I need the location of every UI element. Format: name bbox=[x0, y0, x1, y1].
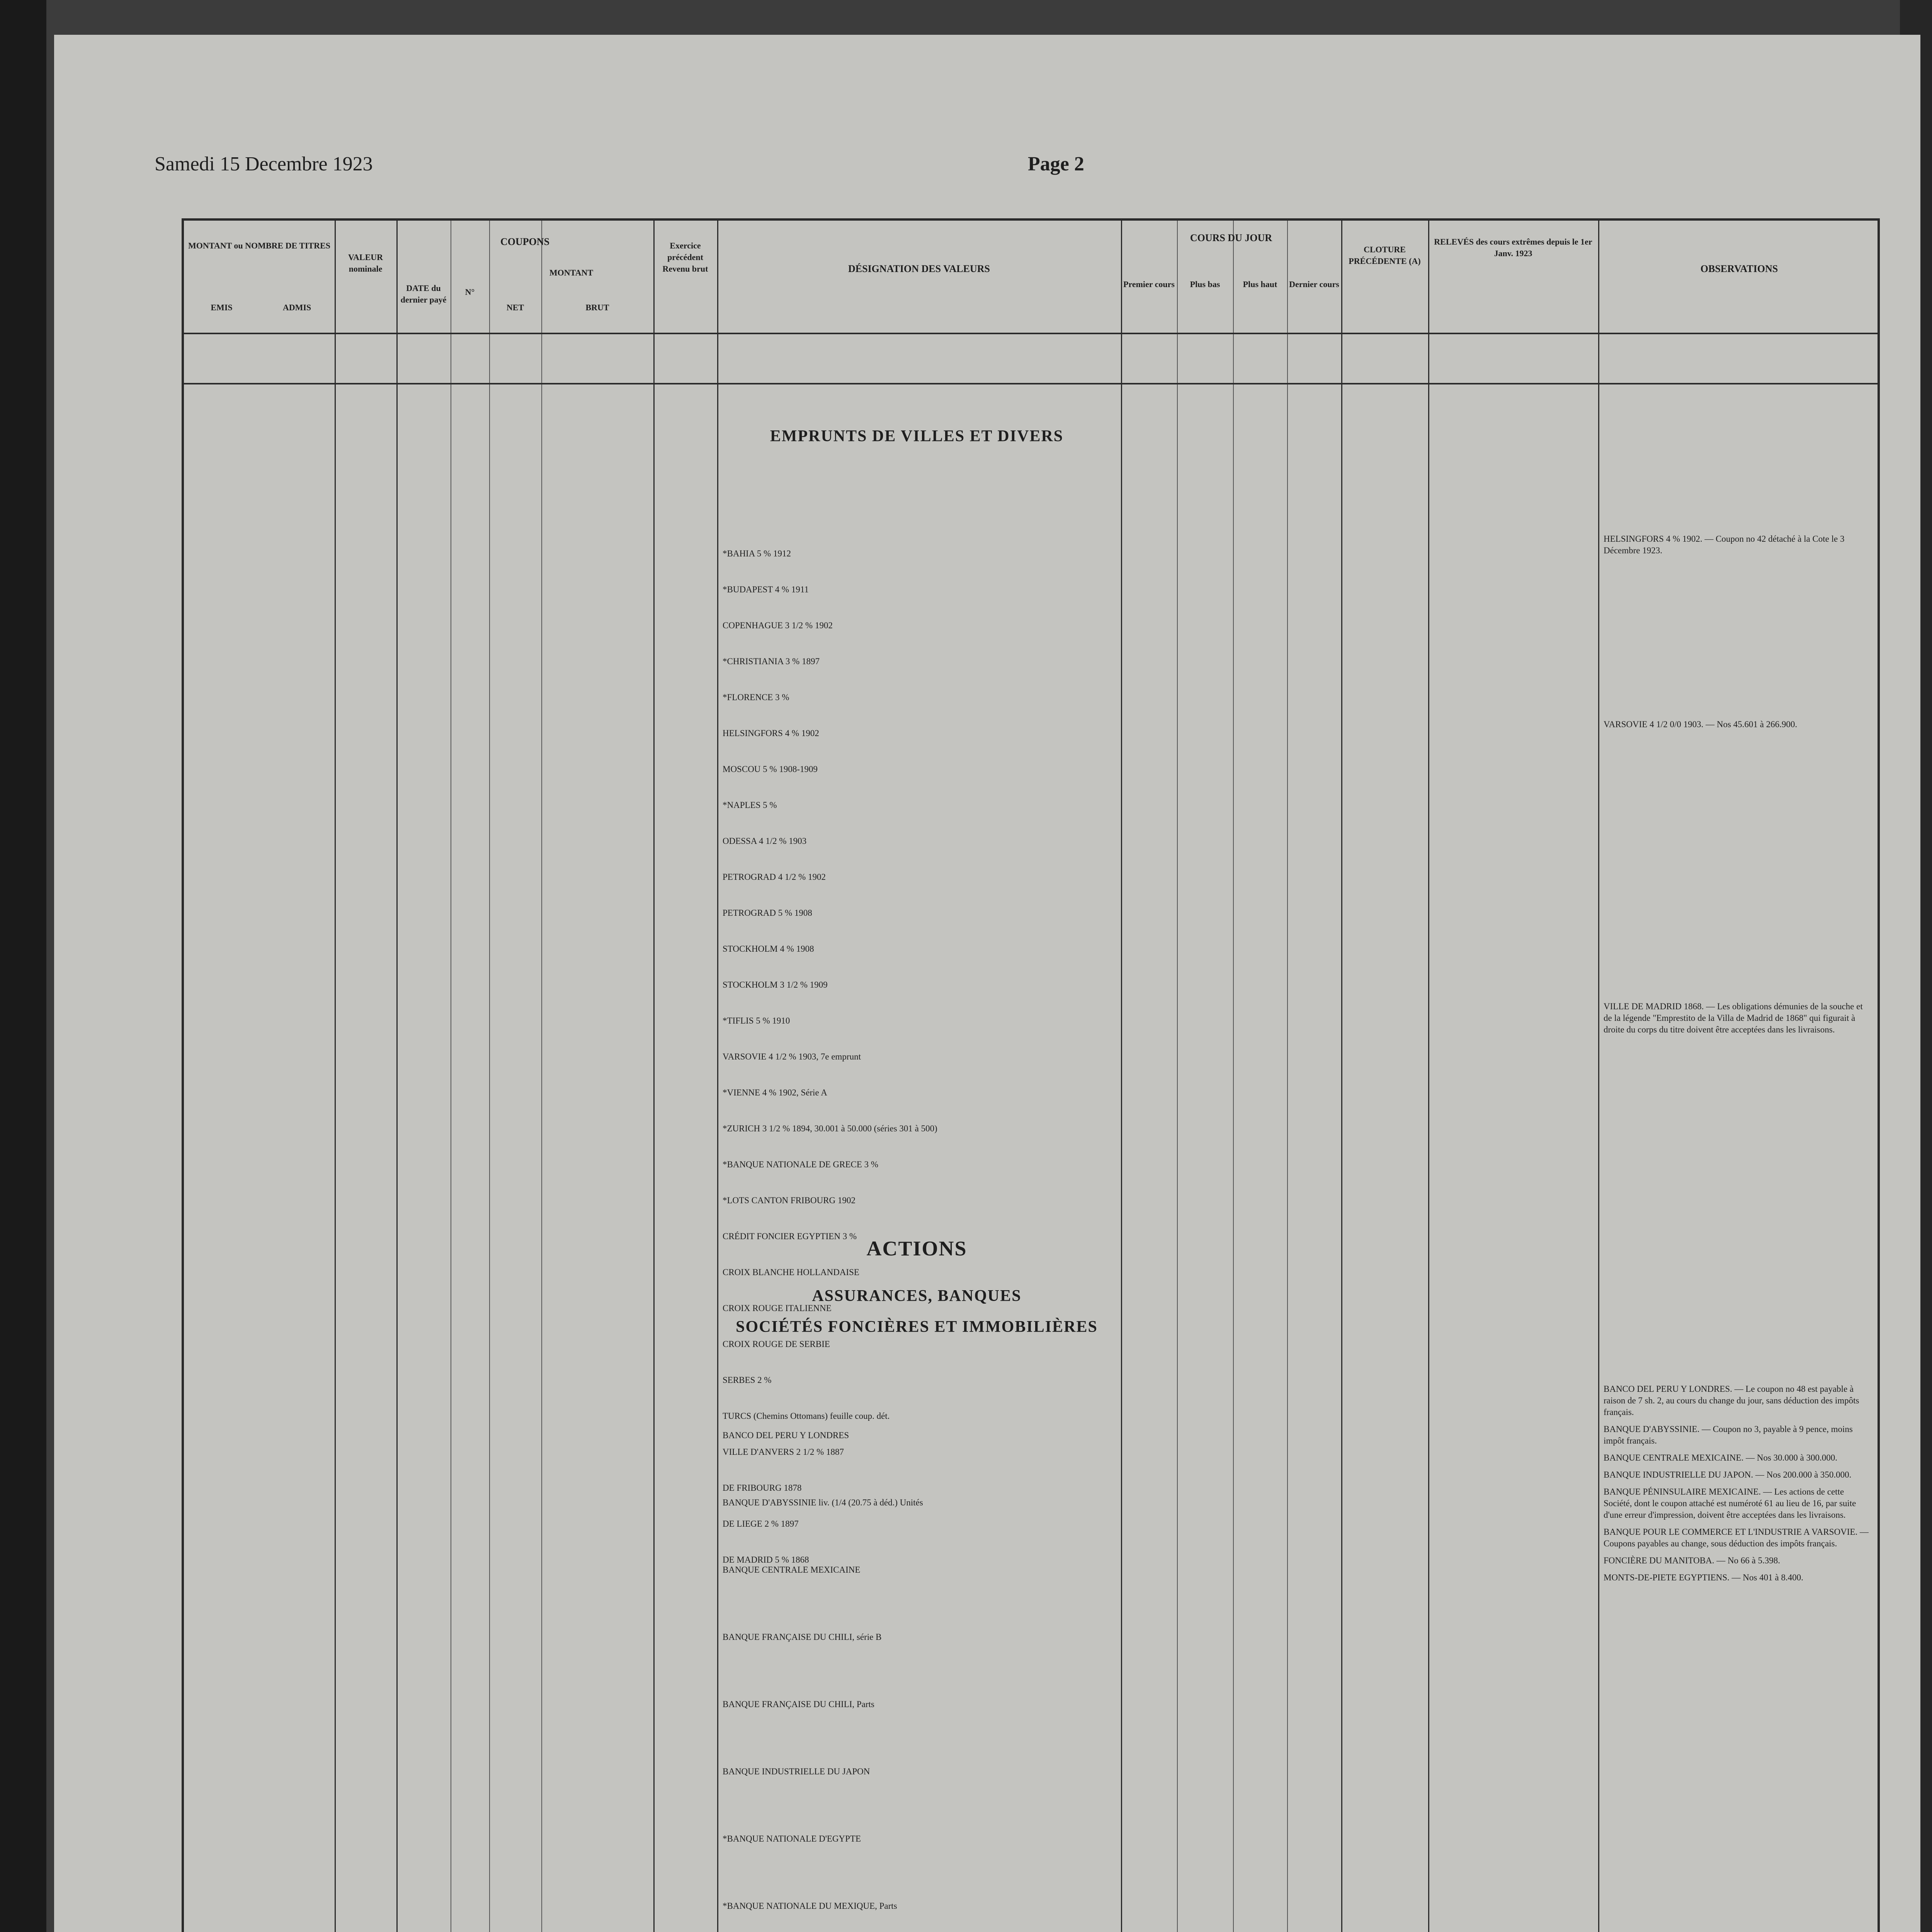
hdr-cloture: CLOTURE PRÉCÉDENTE (A) bbox=[1349, 245, 1421, 266]
table-row: *BANQUE NATIONALE D'EGYPTE bbox=[723, 1834, 861, 1844]
hdr-net: NET bbox=[506, 303, 524, 312]
observation-note: BANQUE POUR LE COMMERCE ET L'INDUSTRIE A VARSOVIE. — Coupons payables au change, sous déduction des impôts français. bbox=[1604, 1527, 1869, 1548]
table-row: BANCO DEL PERU Y LONDRES bbox=[723, 1430, 849, 1440]
hdr-emis: EMIS bbox=[211, 303, 233, 312]
hdr-observations: OBSERVATIONS bbox=[1700, 263, 1778, 274]
col-divider bbox=[1233, 221, 1234, 1932]
col-divider bbox=[489, 221, 490, 1932]
col-divider bbox=[396, 221, 398, 1932]
table-row: BANQUE CENTRALE MEXICAINE bbox=[723, 1565, 861, 1575]
table-row: SERBES 2 % bbox=[723, 1375, 772, 1385]
table-row: *BANQUE NATIONALE DU MEXIQUE, Parts bbox=[723, 1901, 897, 1911]
hdr-cours-du-jour: COURS DU JOUR bbox=[1190, 232, 1272, 243]
col-divider bbox=[653, 221, 655, 1932]
hdr-montant: MONTANT bbox=[549, 268, 594, 277]
table-row: STOCKHOLM 4 % 1908 bbox=[723, 944, 814, 954]
observations-emprunts bbox=[1604, 533, 1870, 1041]
table-row: *BANQUE NATIONALE DE GRECE 3 % bbox=[723, 1160, 879, 1169]
hdr-plus-haut: Plus haut bbox=[1243, 279, 1277, 289]
col-divider bbox=[1428, 221, 1429, 1932]
hdr-brut: BRUT bbox=[585, 303, 609, 312]
section-assurances-line1: ASSURANCES, BANQUES bbox=[812, 1287, 1022, 1305]
col-divider bbox=[1177, 221, 1178, 1932]
col-divider bbox=[1598, 221, 1599, 1932]
table-row: VARSOVIE 4 1/2 % 1903, 7e emprunt bbox=[723, 1052, 861, 1061]
observation-note: VILLE DE MADRID 1868. — Les obligations démunies de la souche et de la légende "Emprestito de la Villa de Madrid de 1868" qui figurait à droite du corps du titre doivent être acceptées dans les livraisons. bbox=[1604, 1002, 1863, 1034]
table-row: COPENHAGUE 3 1/2 % 1902 bbox=[723, 621, 833, 630]
table-row: *FLORENCE 3 % bbox=[723, 692, 789, 702]
table-row: BANQUE D'ABYSSINIE liv. (1/4 (20.75 à déd.) Unités bbox=[723, 1498, 923, 1507]
hdr-dernier: Dernier cours bbox=[1289, 279, 1339, 289]
table-row: *BAHIA 5 % 1912 bbox=[723, 549, 791, 558]
col-divider bbox=[541, 221, 542, 1932]
section-assurances-line2: SOCIÉTÉS FONCIÈRES ET IMMOBILIÈRES bbox=[736, 1318, 1098, 1336]
observation-note: HELSINGFORS 4 % 1902. — Coupon no 42 détaché à la Cote le 3 Décembre 1923. bbox=[1604, 534, 1845, 555]
hdr-premier: Premier cours bbox=[1123, 279, 1175, 289]
hdr-exercice: Exercice précédent Revenu brut bbox=[662, 241, 708, 274]
hdr-coupons: COUPONS bbox=[500, 236, 550, 247]
table-row: CROIX BLANCHE HOLLANDAISE bbox=[723, 1267, 859, 1277]
observation-note: BANQUE D'ABYSSINIE. — Coupon no 3, payable à 9 pence, moins impôt français. bbox=[1604, 1424, 1853, 1446]
book-binding-left bbox=[0, 0, 46, 1932]
hdr-montant-nombre: MONTANT ou NOMBRE DE TITRES bbox=[188, 241, 330, 250]
table-row: HELSINGFORS 4 % 1902 bbox=[723, 728, 819, 738]
observation-note: BANCO DEL PERU Y LONDRES. — Le coupon no 48 est payable à raison de 7 sh. 2, au cours du change du jour, sans déduction des impôts français. bbox=[1604, 1384, 1859, 1417]
table-row: *LOTS CANTON FRIBOURG 1902 bbox=[723, 1196, 855, 1205]
col-divider bbox=[1287, 221, 1288, 1932]
observation-note: VARSOVIE 4 1/2 0/0 1903. — Nos 45.601 à 266.900. bbox=[1604, 719, 1798, 729]
header-rule bbox=[184, 383, 1878, 384]
table-row: PETROGRAD 4 1/2 % 1902 bbox=[723, 872, 826, 882]
col-divider bbox=[1341, 221, 1342, 1932]
page-date: Samedi 15 Decembre 1923 bbox=[155, 153, 373, 175]
hdr-designation: DÉSIGNATION DES VALEURS bbox=[848, 263, 990, 274]
table-row: DE MADRID 5 % 1868 bbox=[723, 1555, 809, 1565]
table-row: *BUDAPEST 4 % 1911 bbox=[723, 585, 809, 594]
observation-note: BANQUE INDUSTRIELLE DU JAPON. — Nos 200.000 à 350.000. bbox=[1604, 1470, 1852, 1480]
table-row: BANQUE FRANÇAISE DU CHILI, série B bbox=[723, 1632, 882, 1642]
hdr-valeur: VALEUR nominale bbox=[348, 252, 383, 274]
running-head bbox=[155, 153, 1893, 184]
header-rule bbox=[184, 333, 1878, 334]
table-row: *NAPLES 5 % bbox=[723, 800, 777, 810]
table-row: *ZURICH 3 1/2 % 1894, 30.001 à 50.000 (séries 301 à 500) bbox=[723, 1124, 937, 1133]
section-emprunts: EMPRUNTS DE VILLES ET DIVERS bbox=[770, 427, 1064, 445]
table-row: CRÉDIT FONCIER EGYPTIEN 3 % bbox=[723, 1231, 857, 1241]
observation-note: BANQUE PÉNINSULAIRE MEXICAINE. — Les actions de cette Société, dont le coupon attaché est numéroté 61 au lieu de 16, par suite d'une erreur d'impression, doivent être acceptées dans les livraisons. bbox=[1604, 1487, 1856, 1520]
table-row: DE FRIBOURG 1878 bbox=[723, 1483, 802, 1493]
col-divider bbox=[717, 221, 718, 1932]
observations-actions bbox=[1604, 1383, 1870, 1589]
table-row: TURCS (Chemins Ottomans) feuille coup. dét. bbox=[723, 1411, 890, 1421]
table-row: PETROGRAD 5 % 1908 bbox=[723, 908, 812, 918]
table-row: *VIENNE 4 % 1902, Série A bbox=[723, 1088, 827, 1097]
actions-list bbox=[723, 1379, 1109, 1932]
observation-note: FONCIÈRE DU MANITOBA. — No 66 à 5.398. bbox=[1604, 1556, 1781, 1565]
hdr-no: N° bbox=[465, 287, 475, 297]
table-row: BANQUE FRANÇAISE DU CHILI, Parts bbox=[723, 1699, 874, 1709]
page-number: Page 2 bbox=[1028, 153, 1084, 175]
table-row: VILLE D'ANVERS 2 1/2 % 1887 bbox=[723, 1447, 844, 1457]
table-row: DE LIEGE 2 % 1897 bbox=[723, 1519, 799, 1529]
table-row: ODESSA 4 1/2 % 1903 bbox=[723, 836, 807, 846]
hdr-admis: ADMIS bbox=[282, 303, 311, 312]
table-row: CROIX ROUGE ITALIENNE bbox=[723, 1303, 832, 1313]
observation-note: MONTS-DE-PIETE EGYPTIENS. — Nos 401 à 8.400. bbox=[1604, 1573, 1803, 1582]
table-row: *TIFLIS 5 % 1910 bbox=[723, 1016, 790, 1026]
table-row: CROIX ROUGE DE SERBIE bbox=[723, 1339, 830, 1349]
table-row: STOCKHOLM 3 1/2 % 1909 bbox=[723, 980, 828, 990]
col-divider bbox=[1121, 221, 1122, 1932]
table-row: MOSCOU 5 % 1908-1909 bbox=[723, 764, 818, 774]
table-row: *CHRISTIANIA 3 % 1897 bbox=[723, 656, 820, 666]
observation-note: BANQUE CENTRALE MEXICAINE. — Nos 30.000 à 300.000. bbox=[1604, 1453, 1837, 1463]
table-row: BANQUE INDUSTRIELLE DU JAPON bbox=[723, 1767, 870, 1776]
hdr-plus-bas: Plus bas bbox=[1190, 279, 1220, 289]
col-divider bbox=[335, 221, 336, 1932]
hdr-date-dernier: DATE du dernier payé bbox=[400, 283, 447, 304]
section-actions: ACTIONS bbox=[866, 1237, 967, 1260]
hdr-releves: RELEVÉS des cours extrêmes depuis le 1er Janv. 1923 bbox=[1434, 237, 1592, 258]
